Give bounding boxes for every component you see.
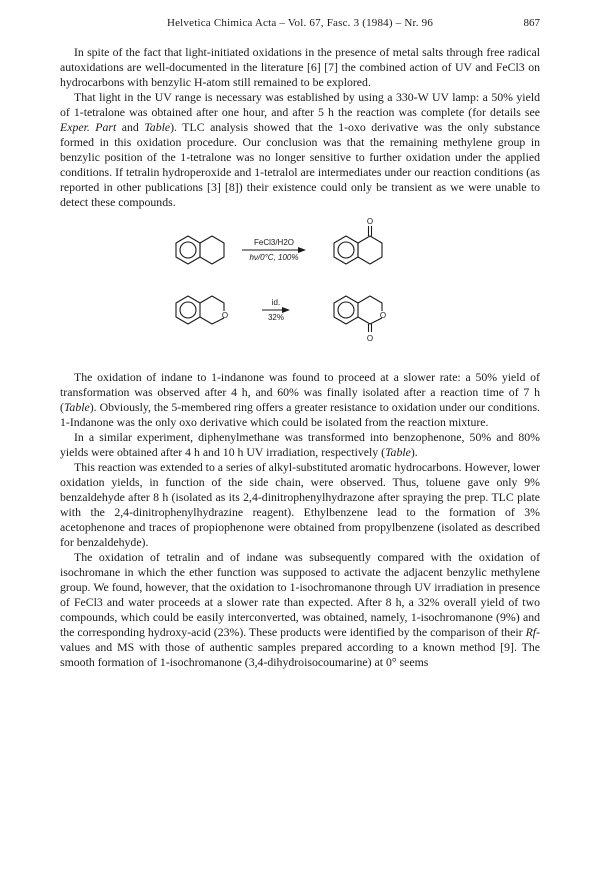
page-header <box>60 17 540 35</box>
rf-symbol: Rf <box>525 625 537 639</box>
ketone-oxygen-label: O <box>366 217 374 226</box>
ether-oxygen-label-1: O <box>221 311 229 320</box>
paragraph-6-text-b: -values and MS with those of authentic samples prepared according to a known method [9]. The smooth formation of 1-isochromanone (3,4-dihydroisocoumarine) at 0° seems <box>60 625 540 669</box>
table-ref: Table <box>63 400 90 414</box>
isochromanone-structure <box>334 296 382 332</box>
article-body <box>60 45 540 670</box>
paragraph-6 <box>60 550 540 670</box>
reagent-label-2: id. <box>271 298 281 307</box>
arrow-head-1 <box>298 247 306 253</box>
paragraph-2-text-b: ). TLC analysis showed that the 1-oxo derivative was the only substance formed in this oxidation procedure. Our conclusion was that the remaining methylene group in benzylic position of the 1-tetralone was no longer sensitive to further oxidation under the applied conditions. If tetralin hydroperoxide and 1-tetralol are intermediates under our reaction conditions (as reported in other publications [3] [8]) their existence could only be transient as we were unable to detect these compounds. <box>60 120 540 209</box>
reaction-scheme <box>60 214 540 364</box>
paragraph-4-text-a: In a similar experiment, diphenylmethane was transformed into benzophenone, 50% and 80% yields were obtained after 4 h and 10 h UV irradiation, respectively ( <box>60 430 540 459</box>
paragraph-4 <box>60 430 540 460</box>
paragraph-4-text-b: ). <box>410 445 418 459</box>
ether-oxygen-label-2: O <box>379 311 387 320</box>
paragraph-2-text-a: That light in the UV range is necessary was established by using a 330-W UV lamp: a 50% yield of 1-tetralone was obtained after one hour, and after 5 h the reaction was complete (for details see <box>60 90 540 119</box>
paragraph-2 <box>60 90 540 210</box>
page-number: 867 <box>523 17 540 29</box>
paragraph-5: This reaction was extended to a series of alkyl-substituted aromatic hydrocarbons. However, lower oxidation yields, in function of the side chain, were observed. Thus, toluene gave only 9% benzaldehyde after 8 h (isolated as its 2,4-dinitrophenylhydrazone after spraying the prep. TLC plate with the 2,4-dinitrophenylhydrazine reagent). Ethylbenzene lead to the formation of 3% acetophenone and traces of propiophenone were obtained from propylbenzene (isolated as described for benzaldehyde). <box>60 460 541 549</box>
paragraph-2-text-and: and <box>116 120 145 134</box>
table-ref: Table <box>385 445 411 459</box>
conditions-label-1: hν/0°C, 100% <box>249 253 299 262</box>
exper-part-ref: Exper. Part <box>60 120 117 134</box>
paragraph-3 <box>60 370 540 430</box>
running-head: Helvetica Chimica Acta – Vol. 67, Fasc. 3 (1984) – Nr. 96 <box>166 17 434 29</box>
tetralone-structure <box>334 226 382 264</box>
table-ref: Table <box>144 120 171 134</box>
isochromane-structure <box>176 296 224 324</box>
paragraph-6-text-a: The oxidation of tetralin and of indane was subsequently compared with the oxidation of isochromane in which the ether function was supposed to activate the adjacent benzylic methylene group. We found, however, that the oxidation to 1-isochromanone through UV irradiation in presence of FeCl3 and water proceeds at a slower rate than expected. After 8 h, a 32% overall yield of two compounds, which could be easily interconverted, was obtained, namely, 1-isochromanone (9%) and the corresponding hydroxy-acid (23%). These products were identified by the comparison of their <box>60 550 540 639</box>
paragraph-3-text-a: The oxidation of indane to 1-indanone was found to proceed at a slower rate: a 50% yield of transformation was observed after 4 h, and 60% was finally isolated after a reaction time of 7 h ( <box>60 370 540 414</box>
reaction-scheme-figure <box>170 214 430 364</box>
paragraph-1: In spite of the fact that light-initiated oxidations in the presence of metal salts through free radical autoxidations are well-documented in the literature [6] [7] the combined action of UV and FeCl3 on hydrocarbons with benzylic H-atom still remained to be explored. <box>60 45 540 89</box>
paragraph-3-text-b: ). Obviously, the 5-membered ring offers a greater resistance to oxidation under our conditions. 1-Indanone was the only oxo derivative which could be isolated from the reaction mixture. <box>60 400 540 429</box>
yield-label-2: 32% <box>267 313 285 322</box>
tetralin-structure <box>176 236 224 264</box>
reagent-label-1: FeCl3/H2O <box>253 238 295 247</box>
carbonyl-oxygen-label: O <box>366 334 374 343</box>
